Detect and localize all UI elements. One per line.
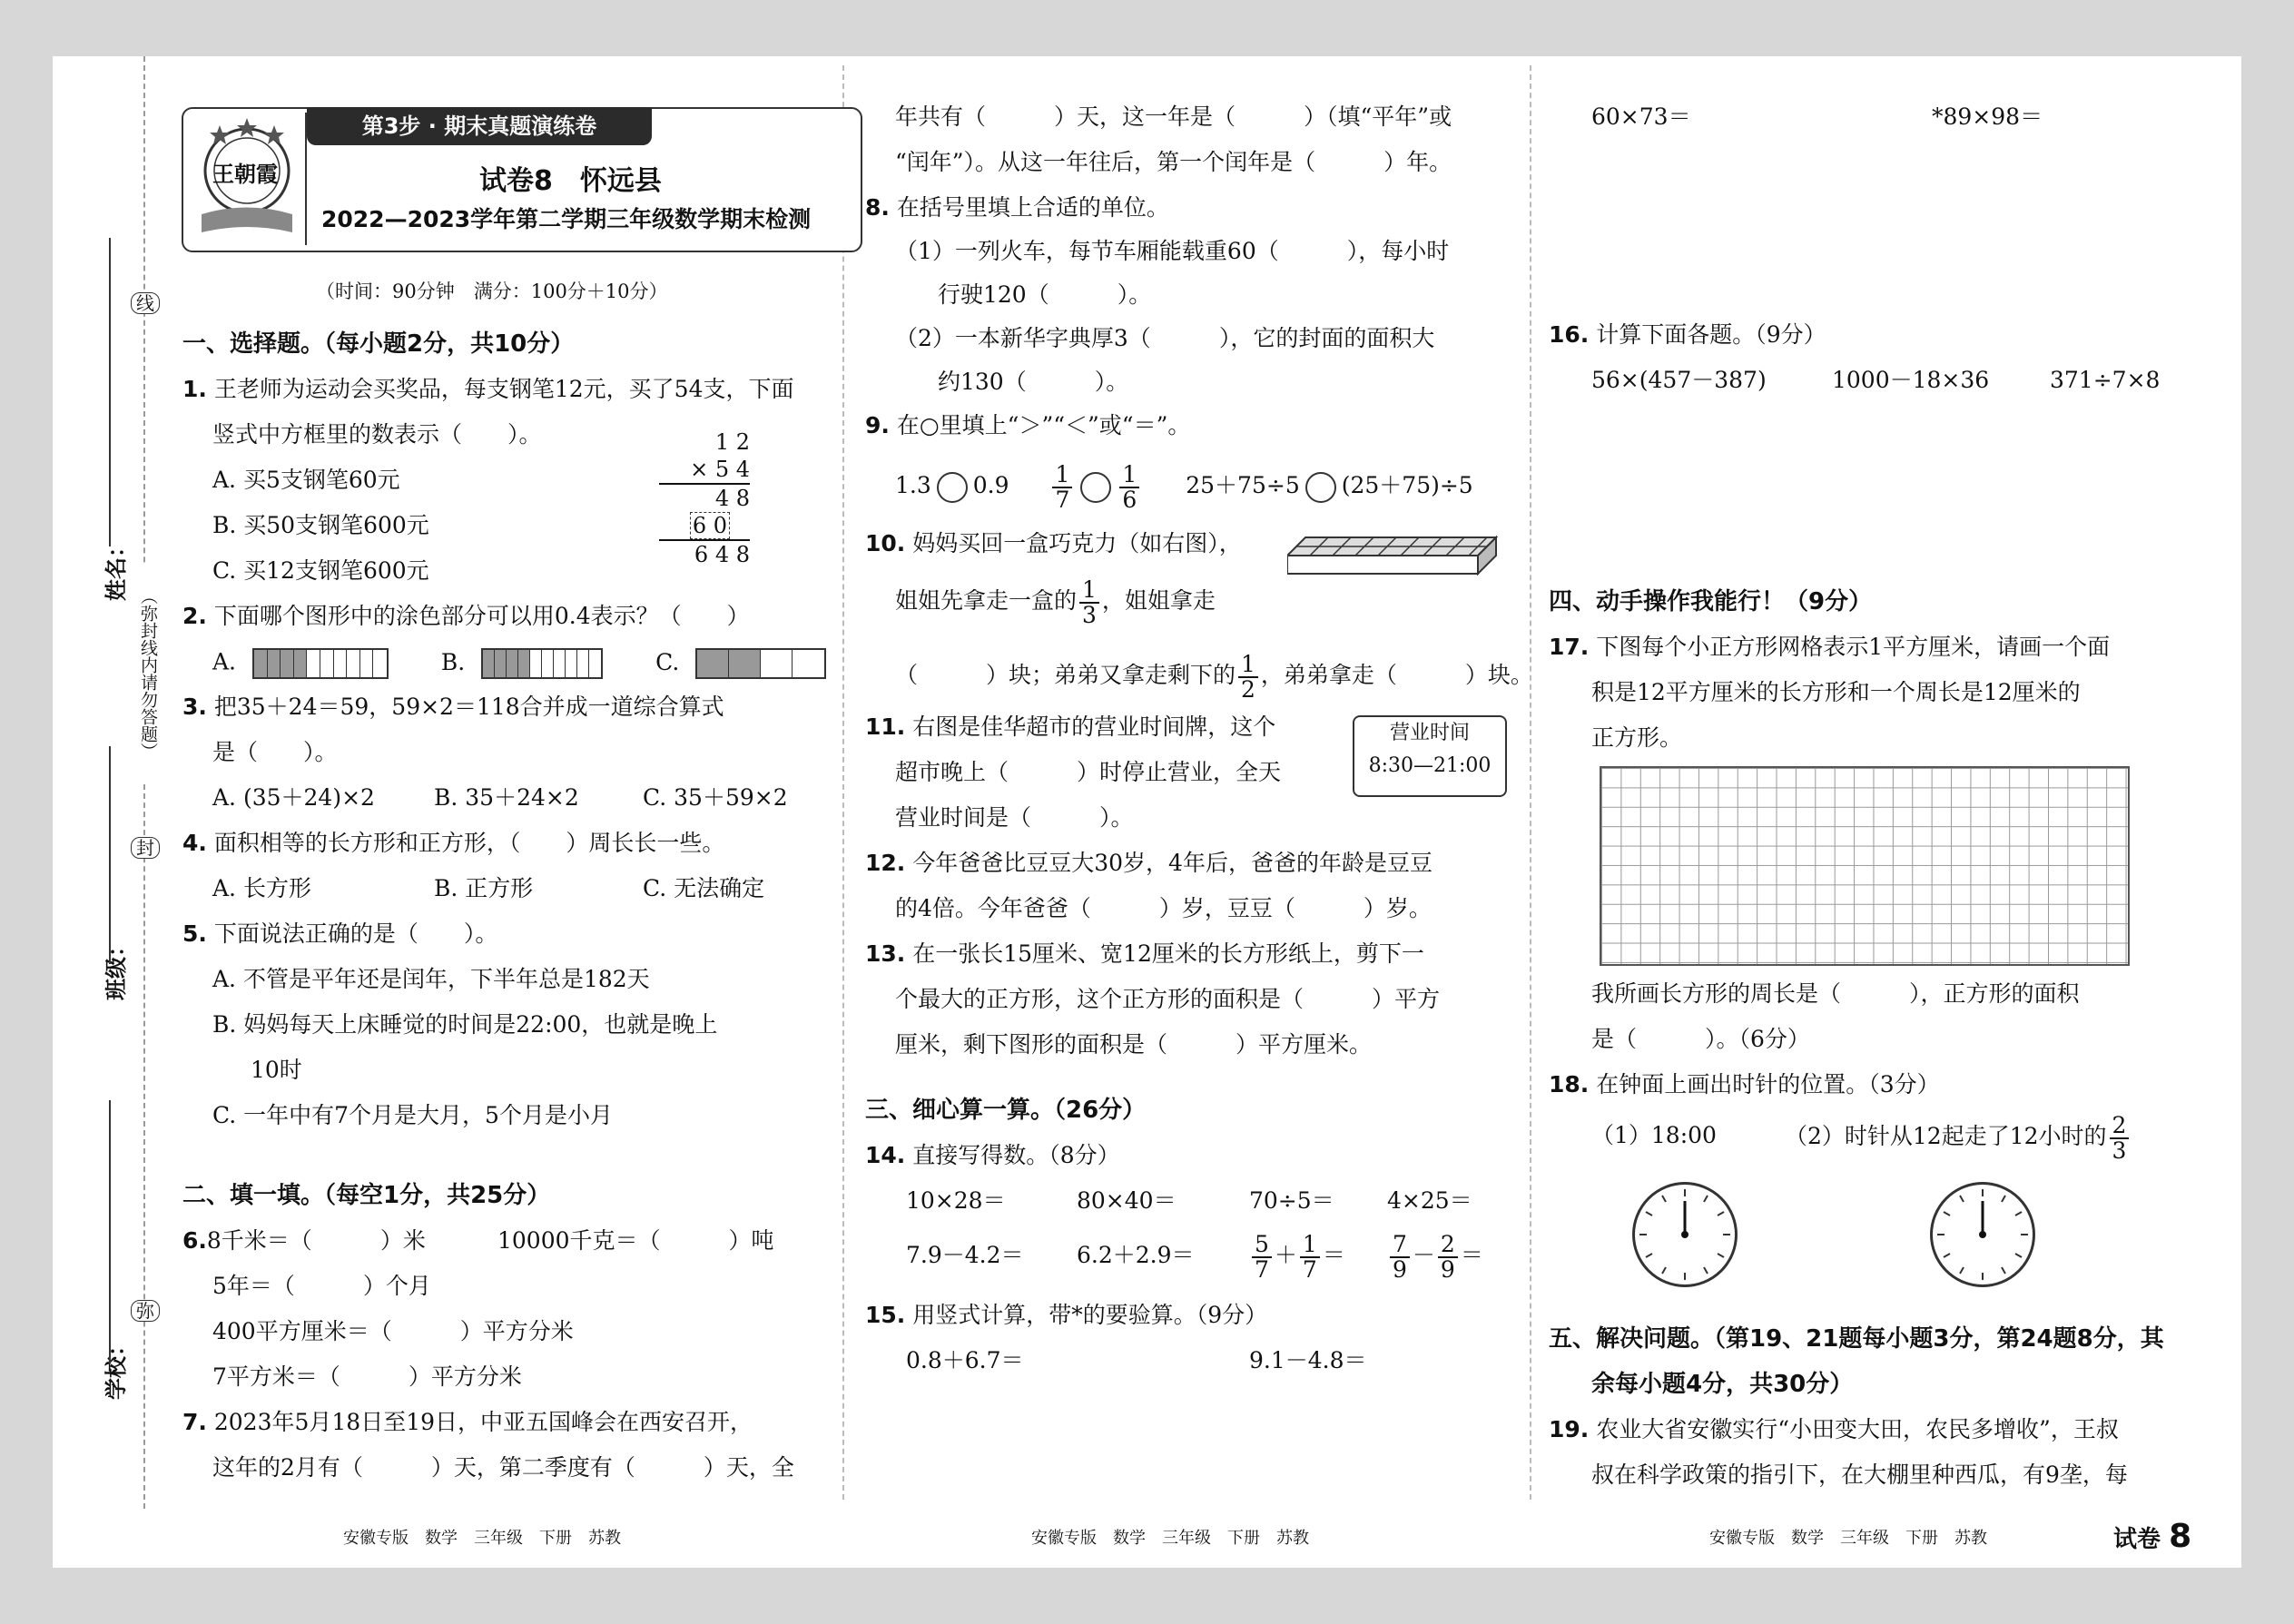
- q1-option-b[interactable]: B. 买50支钢笔600元: [212, 512, 429, 538]
- q12-stem-2: 的4倍。今年爸爸（ ）岁，豆豆（ ）岁。: [895, 895, 1432, 921]
- time-info: （时间：90分钟 满分：100分＋10分）: [316, 281, 668, 302]
- q9-a-right: 0.9: [972, 472, 1009, 498]
- q8-part1: （1）一列火车，每节车厢能载重60（ ），每小时: [895, 238, 1450, 264]
- q11-stem-2: 超市晚上（ ）时停止营业，全天: [895, 759, 1282, 785]
- q18-part1: （1）18:00: [1591, 1122, 1717, 1148]
- calc-item: 10×28＝: [906, 1187, 1006, 1214]
- column-divider: [842, 65, 844, 1500]
- seal-mark-feng: 封: [131, 837, 160, 859]
- vertical-multiplication: [659, 428, 750, 568]
- seal-mark-xian: 线: [131, 292, 160, 314]
- q2-option-b[interactable]: B.: [440, 648, 466, 675]
- q1-option-c[interactable]: C. 买12支钢笔600元: [212, 557, 429, 584]
- q9-a-circle[interactable]: [937, 472, 968, 503]
- mul-row: 1 2: [714, 429, 750, 455]
- q-number: 18.: [1549, 1071, 1590, 1097]
- q-number: 14.: [865, 1142, 906, 1168]
- q5-option-b[interactable]: B. 妈妈每天上床睡觉的时间是22:00，也就是晚上: [212, 1011, 718, 1038]
- q-number: 13.: [865, 940, 906, 967]
- fraction: $\frac{1}{3}$: [1079, 578, 1099, 627]
- q1-option-a[interactable]: A. 买5支钢笔60元: [212, 467, 400, 493]
- name-underline: [109, 238, 111, 546]
- q19-stem: 农业大省安徽实行“小田变大田，农民多增收”，王叔: [1596, 1416, 2119, 1442]
- q6-b: 10000千克＝（ ）吨: [497, 1227, 774, 1254]
- paper-label: 试卷 8: [2113, 1518, 2192, 1555]
- section-1-heading: 一、选择题。（每小题2分，共10分）: [182, 330, 575, 358]
- q1-stem-2: 竖式中方框里的数表示（ ）。: [212, 421, 542, 448]
- calc-item: 9.1－4.8＝: [1249, 1347, 1367, 1373]
- chocolate-box-image: [1287, 528, 1505, 592]
- q2-bar-c[interactable]: [695, 648, 826, 679]
- q4-option-b[interactable]: B. 正方形: [434, 875, 534, 901]
- mul-row: 6 4 8: [694, 542, 750, 567]
- q-number: 4.: [182, 830, 207, 856]
- q2-stem: 下面哪个图形中的涂色部分可以用0.4表示？（ ）: [213, 603, 750, 629]
- q3-stem-2: 是（ ）。: [212, 739, 338, 765]
- q5-option-c[interactable]: C. 一年中有7个月是大月，5个月是小月: [212, 1102, 613, 1128]
- fraction: $\frac{1}{6}$: [1119, 463, 1139, 512]
- q4-option-a[interactable]: A. 长方形: [212, 875, 311, 901]
- school-label: 学校：: [103, 1334, 129, 1400]
- q9-c-right: (25＋75)÷5: [1341, 472, 1473, 498]
- q15-stem: 用竖式计算，带*的要验算。（9分）: [912, 1302, 1268, 1328]
- clock-face-2[interactable]: [1930, 1182, 2035, 1287]
- q3-option-b[interactable]: B. 35＋24×2: [434, 784, 579, 811]
- q-number: 9.: [865, 412, 890, 438]
- step-tag: 第3步 · 期末真题演练卷: [307, 107, 652, 145]
- q2-bar-b[interactable]: [481, 648, 603, 679]
- fraction: $\frac{1}{7}$: [1052, 463, 1072, 512]
- calc-item: 7.9－4.2＝: [906, 1242, 1024, 1268]
- clock-face-1[interactable]: [1632, 1182, 1738, 1287]
- q19-stem-2: 叔在科学政策的指引下，在大棚里种西瓜，有9垄，每: [1591, 1462, 2128, 1488]
- q-number: 5.: [182, 920, 207, 947]
- q10-stem: 妈妈买回一盒巧克力（如右图），: [912, 530, 1242, 556]
- q-number: 1.: [182, 376, 207, 402]
- q6-e: 7平方米＝（ ）平方分米: [212, 1363, 522, 1390]
- class-underline: [109, 746, 111, 964]
- q6-c: 5年＝（ ）个月: [212, 1273, 431, 1299]
- q10-stem-2: 姐姐先拿走一盒的: [895, 587, 1078, 614]
- q10-stem-3: ，姐姐拿走: [1101, 587, 1216, 614]
- fraction: $\frac{2}{3}$: [2110, 1114, 2130, 1163]
- footer-text: 安徽专版 数学 三年级 下册 苏教: [1031, 1529, 1309, 1548]
- q8-part1-cont: 行驶120（ ）。: [938, 281, 1152, 308]
- calc-item: 6.2＋2.9＝: [1077, 1242, 1195, 1268]
- q-number: 10.: [865, 530, 906, 556]
- q7-stem-4: “闰年”）。从这一年往后，第一个闰年是（ ）年。: [895, 149, 1452, 175]
- calc-item: *89×98＝: [1932, 103, 2043, 130]
- q-number: 2.: [182, 603, 207, 629]
- q17-stem: 下图每个小正方形网格表示1平方厘米，请画一个面: [1596, 634, 2111, 660]
- q-number: 6.: [182, 1227, 207, 1254]
- q17-answer-2: 是（ ）。（6分）: [1591, 1026, 1810, 1052]
- q5-option-a[interactable]: A. 不管是平年还是闰年，下半年总是182天: [212, 966, 650, 992]
- q14-stem: 直接写得数。（8分）: [912, 1142, 1120, 1168]
- q7-stem-3: 年共有（ ）天，这一年是（ ）（填“平年”或: [895, 103, 1452, 130]
- q9-stem: 在○里填上“＞”“＜”或“＝”。: [896, 412, 1191, 438]
- no-answer-note: （弥封线内请勿答题）: [131, 565, 158, 782]
- q8-stem: 在括号里填上合适的单位。: [896, 194, 1169, 221]
- q-number: 16.: [1549, 321, 1590, 348]
- class-label: 班级：: [103, 935, 129, 1000]
- q1-stem: 王老师为运动会买奖品，每支钢笔12元，买了54支，下面: [213, 376, 794, 402]
- sign-time: 8:30—21:00: [1368, 754, 1492, 777]
- q12-stem: 今年爸爸比豆豆大30岁，4年后，爸爸的年龄是豆豆: [912, 850, 1433, 876]
- q2-options: [212, 648, 826, 679]
- calc-item: 0.8＋6.7＝: [906, 1347, 1024, 1373]
- q6-d: 400平方厘米＝（ ）平方分米: [212, 1318, 574, 1344]
- section-4-heading: 四、动手操作我能行！（9分）: [1549, 588, 1873, 615]
- mul-row: 4 8: [714, 486, 750, 511]
- q9-c-circle[interactable]: [1305, 472, 1336, 503]
- fraction: $\frac{1}{2}$: [1238, 653, 1258, 702]
- seal-mark-mi: 弥: [131, 1300, 160, 1322]
- calc-item-fraction-diff: $\frac{7}{9}$ － $\frac{2}{9}$ ＝: [1387, 1224, 1483, 1287]
- school-underline: [109, 1100, 111, 1363]
- sign-title: 营业时间: [1389, 722, 1470, 744]
- q-number: 12.: [865, 850, 906, 876]
- q18-part2: （2）时针从12起走了12小时的: [1785, 1123, 2107, 1149]
- q8-part2-cont: 约130（ ）。: [938, 369, 1129, 395]
- calc-item: 60×73＝: [1591, 103, 1691, 130]
- q5-stem: 下面说法正确的是（ ）。: [213, 920, 498, 947]
- logo-text: 王朝霞: [212, 161, 278, 187]
- name-label: 姓名：: [103, 536, 129, 601]
- q7-stem-2: 这年的2月有（ ）天，第二季度有（ ）天，全: [212, 1454, 794, 1481]
- footer-text: 安徽专版 数学 三年级 下册 苏教: [1709, 1529, 1987, 1548]
- q17-answer: 我所画长方形的周长是（ ），正方形的面积: [1591, 980, 2080, 1007]
- q9-row: [895, 460, 1473, 512]
- q9-a-left: 1.3: [895, 472, 931, 498]
- q2-option-c[interactable]: C.: [655, 648, 680, 675]
- q-number: 7.: [182, 1409, 207, 1435]
- column-divider: [1530, 65, 1531, 1500]
- q13-stem: 在一张长15厘米、宽12厘米的长方形纸上，剪下一: [912, 940, 1424, 967]
- q10-stem-5: ，弟弟拿走（ ）块。: [1260, 662, 1533, 688]
- section-2-heading: 二、填一填。（每空1分，共25分）: [182, 1182, 551, 1209]
- calc-item: 70÷5＝: [1249, 1187, 1334, 1214]
- q-number: 17.: [1549, 634, 1590, 660]
- paper-subtitle: 2022—2023学年第二学期三年级数学期末检测: [321, 206, 812, 232]
- q7-stem: 2023年5月18日至19日，中亚五国峰会在西安召开，: [213, 1409, 753, 1435]
- exam-page: [53, 56, 2241, 1568]
- q2-option-a[interactable]: A.: [212, 648, 237, 675]
- mul-row: × 5 4: [659, 456, 750, 485]
- q13-stem-2: 个最大的正方形，这个正方形的面积是（ ）平方: [895, 986, 1441, 1012]
- footer-text: 安徽专版 数学 三年级 下册 苏教: [343, 1529, 621, 1548]
- mul-boxed-row: 6 0: [690, 512, 730, 539]
- q8-part2: （2）一本新华字典厚3（ ），它的封面的面积大: [895, 325, 1435, 351]
- q17-stem-3: 正方形。: [1591, 724, 1683, 751]
- q6-a: 8千米＝（ ）米: [206, 1227, 426, 1254]
- q16-stem: 计算下面各题。（9分）: [1596, 321, 1826, 348]
- logo: [192, 114, 301, 241]
- calc-item-fraction-sum: $\frac{5}{7}$ ＋ $\frac{1}{7}$ ＝: [1249, 1224, 1345, 1287]
- section-5-heading-2: 余每小题4分，共30分）: [1591, 1371, 1854, 1398]
- q-number: 8.: [865, 194, 890, 221]
- q11-stem: 右图是佳华超市的营业时间牌，这个: [912, 714, 1276, 740]
- drawing-grid[interactable]: [1600, 766, 2130, 966]
- q-number: 19.: [1549, 1416, 1590, 1442]
- q2-bar-a[interactable]: [252, 648, 389, 679]
- q3-option-c[interactable]: C. 35＋59×2: [643, 784, 788, 811]
- calc-item: 4×25＝: [1387, 1187, 1472, 1214]
- q9-c-left: 25＋75÷5: [1186, 472, 1300, 498]
- q5-option-b-cont: 10时: [251, 1057, 302, 1083]
- q3-stem: 把35＋24＝59，59×2＝118合并成一道综合算式: [213, 694, 724, 720]
- section-3-heading: 三、细心算一算。（26分）: [865, 1097, 1147, 1124]
- q10-stem-4: （ ）块；弟弟又拿走剩下的: [895, 662, 1236, 688]
- calc-item: 371÷7×8: [2050, 367, 2161, 393]
- q-number: 15.: [865, 1302, 906, 1328]
- q18-stem: 在钟面上画出时针的位置。（3分）: [1596, 1071, 1940, 1097]
- q13-stem-3: 厘米，剩下图形的面积是（ ）平方厘米。: [895, 1031, 1373, 1058]
- q17-stem-2: 积是12平方厘米的长方形和一个周长是12厘米的: [1591, 679, 2081, 705]
- q4-option-c[interactable]: C. 无法确定: [643, 875, 765, 901]
- q4-stem: 面积相等的长方形和正方形，（ ）周长长一些。: [213, 830, 725, 856]
- calc-item: 80×40＝: [1077, 1187, 1177, 1214]
- q-number: 3.: [182, 694, 207, 720]
- calc-item: 56×(457－387): [1591, 367, 1767, 393]
- paper-title: 试卷8 怀远县: [479, 165, 662, 197]
- q3-option-a[interactable]: A. (35＋24)×2: [212, 784, 375, 811]
- business-hours-sign: [1353, 715, 1507, 797]
- calc-item: 1000－18×36: [1832, 367, 1990, 393]
- q9-b-circle[interactable]: [1080, 472, 1111, 503]
- q-number: 11.: [865, 714, 906, 740]
- section-5-heading: 五、解决问题。（第19、21题每小题3分，第24题8分，其: [1549, 1325, 2164, 1353]
- binding-line: [143, 56, 145, 1509]
- q11-stem-3: 营业时间是（ ）。: [895, 804, 1134, 831]
